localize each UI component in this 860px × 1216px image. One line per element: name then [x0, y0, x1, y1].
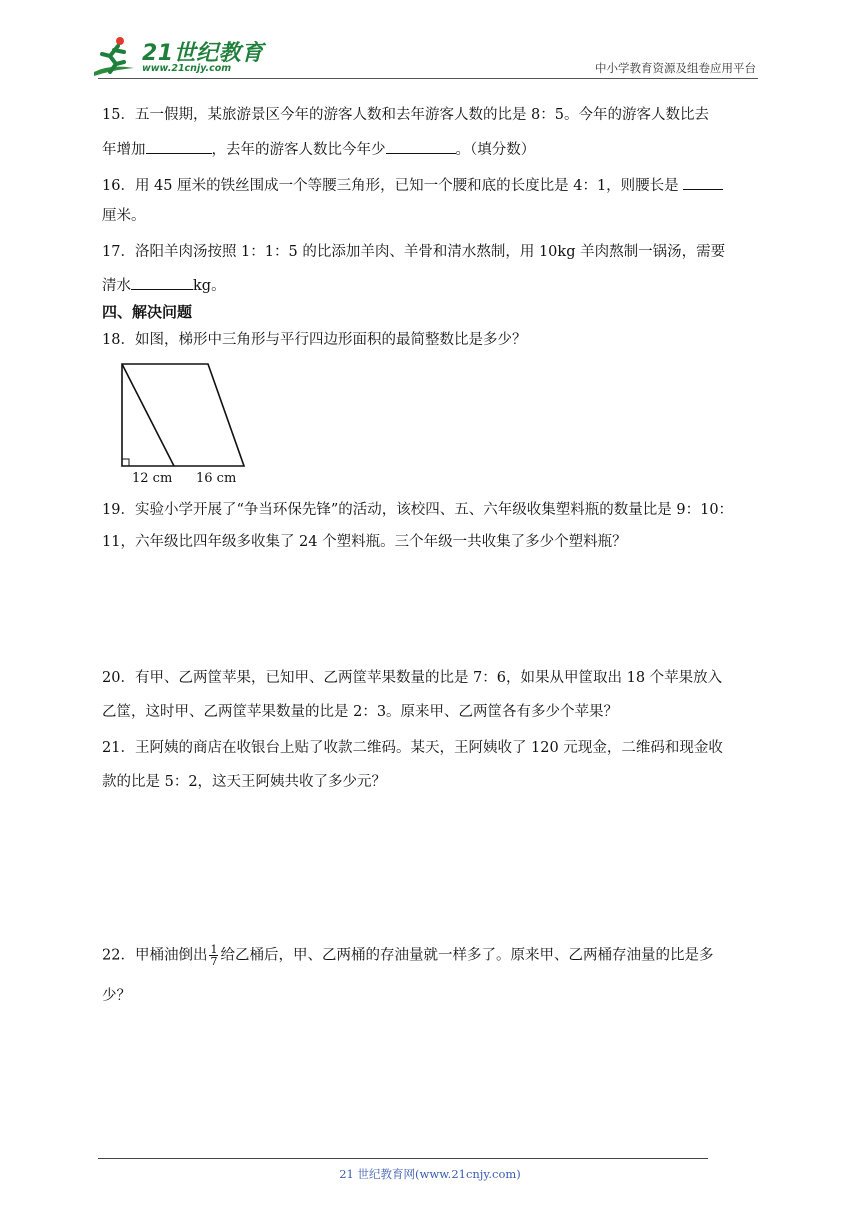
q17-line1: 17．洛阳羊肉汤按照 1：1：5 的比添加羊肉、羊骨和清水熬制，用 10kg 羊肉熬制一锅汤，需要 — [102, 244, 726, 260]
site-logo — [90, 34, 270, 78]
q17-text-b: kg。 — [193, 278, 226, 294]
fraction-numerator: 1 — [210, 943, 218, 956]
q15-line1: 15．五一假期，某旅游景区今年的游客人数和去年游客人数的比是 8：5。今年的游客人数比去 — [102, 107, 710, 123]
q22-line1 — [102, 944, 713, 967]
q20-line2: 乙筐，这时甲、乙两筐苹果数量的比是 2：3。原来甲、乙两筐各有多少个苹果？ — [102, 704, 619, 720]
q17-line2 — [102, 274, 226, 296]
q21-line1: 21．王阿姨的商店在收银台上贴了收款二维码。某天，王阿姨收了 120 元现金，二维码和现金收 — [102, 740, 723, 756]
q15-line2 — [102, 138, 535, 160]
q18-text: 18．如图，梯形中三角形与平行四边形面积的最简整数比是多少？ — [102, 332, 527, 348]
q22-line2: 少？ — [102, 988, 131, 1004]
q15-blank-2[interactable] — [386, 138, 456, 154]
q16-blank[interactable] — [683, 174, 723, 190]
section-heading: 四、解决问题 — [102, 303, 193, 321]
footer-text: 21 世纪教育网(www.21cnjy.com) — [339, 1167, 521, 1181]
fraction-one-seventh — [209, 944, 218, 967]
q19-line2: 11，六年级比四年级多收集了 24 个塑料瓶。三个年级一共收集了多少个塑料瓶？ — [102, 534, 627, 550]
q18-trapezoid-figure — [112, 358, 262, 488]
header-platform-text: 中小学教育资源及组卷应用平台 — [595, 61, 756, 75]
trapezoid-diagram — [112, 358, 262, 488]
fraction-denominator: 7 — [210, 955, 218, 968]
q16-line2: 厘米。 — [102, 208, 146, 224]
q21-line2: 款的比是 5：2，这天王阿姨共收了多少元？ — [102, 774, 387, 790]
q15-text-c: 。（填分数） — [455, 142, 536, 158]
runner-logo-icon — [90, 34, 138, 78]
q22-text-b: 给乙桶后，甲、乙两桶的存油量就一样多了。原来甲、乙两桶存油量的比是多 — [220, 947, 714, 964]
q15-text-b: ，去年的游客人数比今年少 — [211, 142, 386, 158]
q16-text: 16．用 45 厘米的铁丝围成一个等腰三角形，已知一个腰和底的长度比是 4：1，则腰长是 — [102, 178, 679, 194]
q15-text-a: 年增加 — [102, 142, 146, 158]
label-12cm: 12 cm — [132, 471, 173, 486]
q17-text-a: 清水 — [102, 278, 131, 294]
q20-line1: 20．有甲、乙两筐苹果，已知甲、乙两筐苹果数量的比是 7：6，如果从甲筐取出 18 个苹果放入 — [102, 670, 723, 686]
page-header — [0, 0, 860, 80]
q22-text-a: 22．甲桶油倒出 — [102, 947, 208, 964]
q15-blank-1[interactable] — [146, 138, 212, 154]
label-16cm: 16 cm — [196, 471, 237, 486]
header-divider — [98, 78, 758, 79]
footer-divider — [98, 1158, 708, 1159]
logo-url: www.21cnjy.com — [142, 63, 232, 74]
logo-text: 21世纪教育 — [142, 41, 264, 66]
q16-line1 — [102, 174, 723, 196]
q17-blank[interactable] — [131, 274, 193, 290]
q19-line1: 19．实验小学开展了“争当环保先锋”的活动，该校四、五、六年级收集塑料瓶的数量比是 9：10： — [102, 502, 734, 518]
